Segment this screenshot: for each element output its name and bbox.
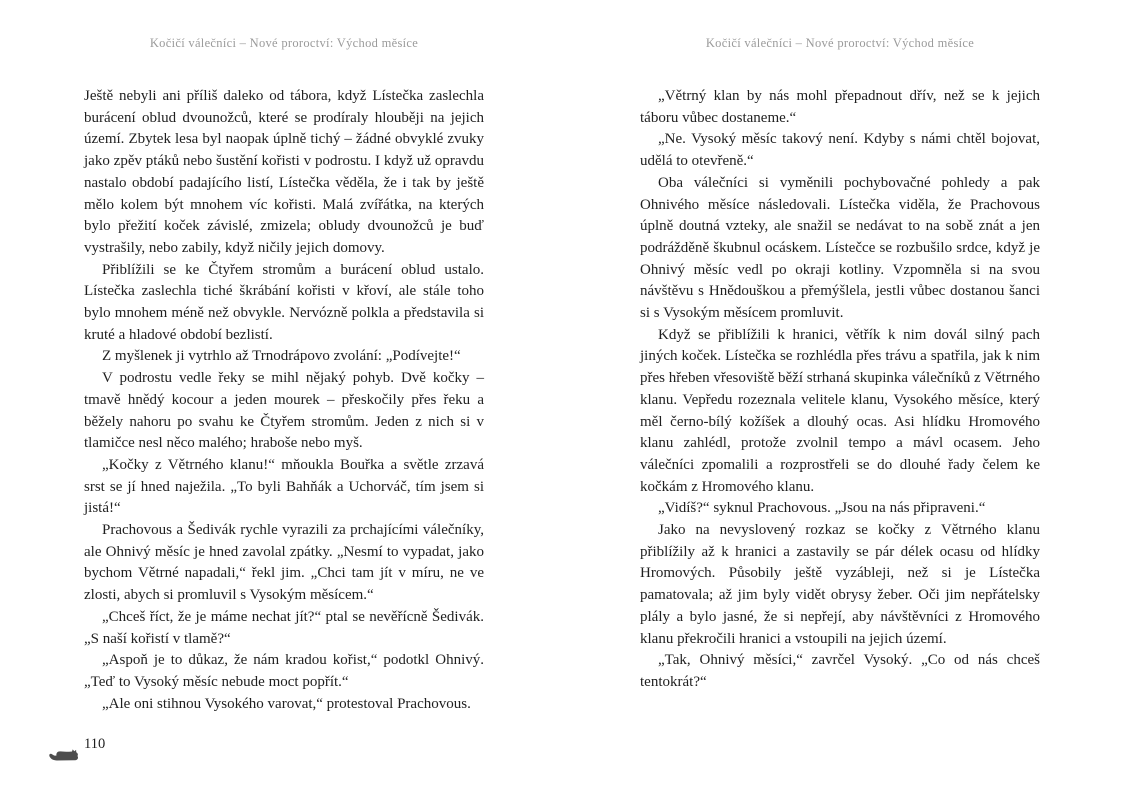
running-header-left: Kočičí válečníci – Nové proroctví: Východ měsíce — [149, 36, 419, 50]
left-page — [84, 0, 484, 800]
page-footer — [48, 734, 168, 774]
paragraph: „Ne. Vysoký měsíc takový není. Kdyby s námi chtěl bojovat, udělá to otevřeně.“ — [640, 131, 1040, 170]
paragraph: Jako na nevyslovený rozkaz se kočky z Větrného klanu přiblížily až k hranici a zastavily se pár délek ocasu od hlídky Hromových. Působily ještě vyzábleji, než si je Lístečka pamatovala; až jim byly vidět obrysy žeber. Oči jim nepřátelsky plály a bylo jasné, že si nepřejí, aby návštěvníci z Hromového klanu překročili hranici a vstoupili na jejich území. — [640, 522, 1040, 647]
running-header-right: Kočičí válečníci – Nové proroctví: Východ měsíce — [705, 36, 975, 50]
paragraph: Z myšlenek ji vytrhlo až Trnodrápovo zvolání: „Podívejte!“ — [102, 348, 461, 365]
paragraph: Přiblížili se ke Čtyřem stromům a burácení oblud ustalo. Lístečka zaslechla tiché škrábání kořisti v křoví, ale stále toho bylo mnohem méně než obvykle. Nervózně polkla a představila si kruté a hladové období bezlistí. — [84, 261, 484, 343]
cat-silhouette-icon — [48, 748, 80, 764]
paragraph: Oba válečníci si vyměnili pochybovačné pohledy a pak Ohnivého měsíce následovali. Lístečka viděla, že Prachovous úplně doutná vzteky, ale snažil se nedávat to na sobě znát a jen podrážděně škubnul ocáskem. Lístečce se rozbušilo srdce, když je Ohnivý měsíc vedl po okraji kotliny. Vzpomněla si na svou návštěvu s Hnědouškou a přemýšlela, jestli vůbec dostanou šanci si s Vysokým měsícem promluvit. — [640, 174, 1040, 322]
paragraph: „Větrný klan by nás mohl přepadnout dřív, než se k jejich táboru vůbec dostaneme.“ — [640, 88, 1040, 126]
page-number: 110 — [84, 736, 106, 752]
paragraph: „Vidíš?“ syknul Prachovous. „Jsou na nás připraveni.“ — [658, 500, 986, 517]
paragraph: „Chceš říct, že je máme nechat jít?“ ptal se nevěřícně Šedivák. „S naší kořistí v tlamě?“ — [84, 608, 484, 647]
left-page-text — [84, 86, 484, 715]
right-page — [640, 0, 1040, 800]
paragraph: „Aspoň je to důkaz, že nám kradou kořist,“ podotkl Ohnivý. „Teď to Vysoký měsíc nebude moct popřít.“ — [84, 652, 484, 690]
paragraph: V podrostu vedle řeky se mihl nějaký pohyb. Dvě kočky – tmavě hnědý kocour a jeden mourek – přeskočily přes řeku a běžely nahoru po svahu ke Čtyřem stromům. Jeden z nich si v tlamičce nesl něco malého; hraboše nebo myš. — [84, 370, 484, 452]
paragraph: Prachovous a Šedivák rychle vyrazili za prchajícími válečníky, ale Ohnivý měsíc je hned zavolal zpátky. „Nesmí to vypadat, jako bychom Větrné napadali,“ řekl jim. „Chci tam jít v míru, ne ve zlosti, abych si promluvil s Vysokým měsícem.“ — [84, 522, 484, 604]
right-page-text — [640, 86, 1040, 694]
paragraph: „Ale oni stihnou Vysokého varovat,“ protestoval Prachovous. — [102, 695, 471, 712]
paragraph: „Kočky z Větrného klanu!“ mňoukla Bouřka a světle zrzavá srst se jí hned naježila. „To byli Bahňák a Uchorváč, tím jsem si jistá!“ — [84, 456, 484, 517]
paragraph: Když se přiblížili k hranici, větřík k nim dovál silný pach jiných koček. Lístečka se rozhlédla přes trávu a spatřila, jak k nim přes hřeben vřesoviště běží strhaná skupinka válečníků z Větrného klanu. Vepředu rozeznala velitele klanu, Vysokého měsíce, který měl černo-bílý kožíšek a dlouhý ocas. Asi hlídku Hromového klanu zahlédl, protože zvolnil tempo a mávl ocasem. Jeho válečníci zpomalili a rozprostřeli se do dlouhé řady čelem ke kočkám z Hromového klanu. — [640, 326, 1040, 495]
paragraph: Ještě nebyli ani příliš daleko od tábora, když Lístečka zaslechla burácení oblud dvounožců, které se prodíraly hlouběji na jejich území. Zbytek lesa byl naopak úplně tichý – žádné obvyklé zvuky jako zpěv ptáků nebo šustění kořisti v podrostu. I když už opravdu nastalo období padajícího listí, Lístečka věděla, že i tak by ještě mělo kolem být mnohem víc kořisti. Malá zvířátka, na kterých bylo přežití koček závislé, zmizela; obludy dvounožců je buď vystrašily, nebo zabily, když ničily jejich domovy. — [84, 88, 484, 256]
paragraph: „Tak, Ohnivý měsíci,“ zavrčel Vysoký. „Co od nás chceš tentokrát?“ — [640, 652, 1040, 690]
